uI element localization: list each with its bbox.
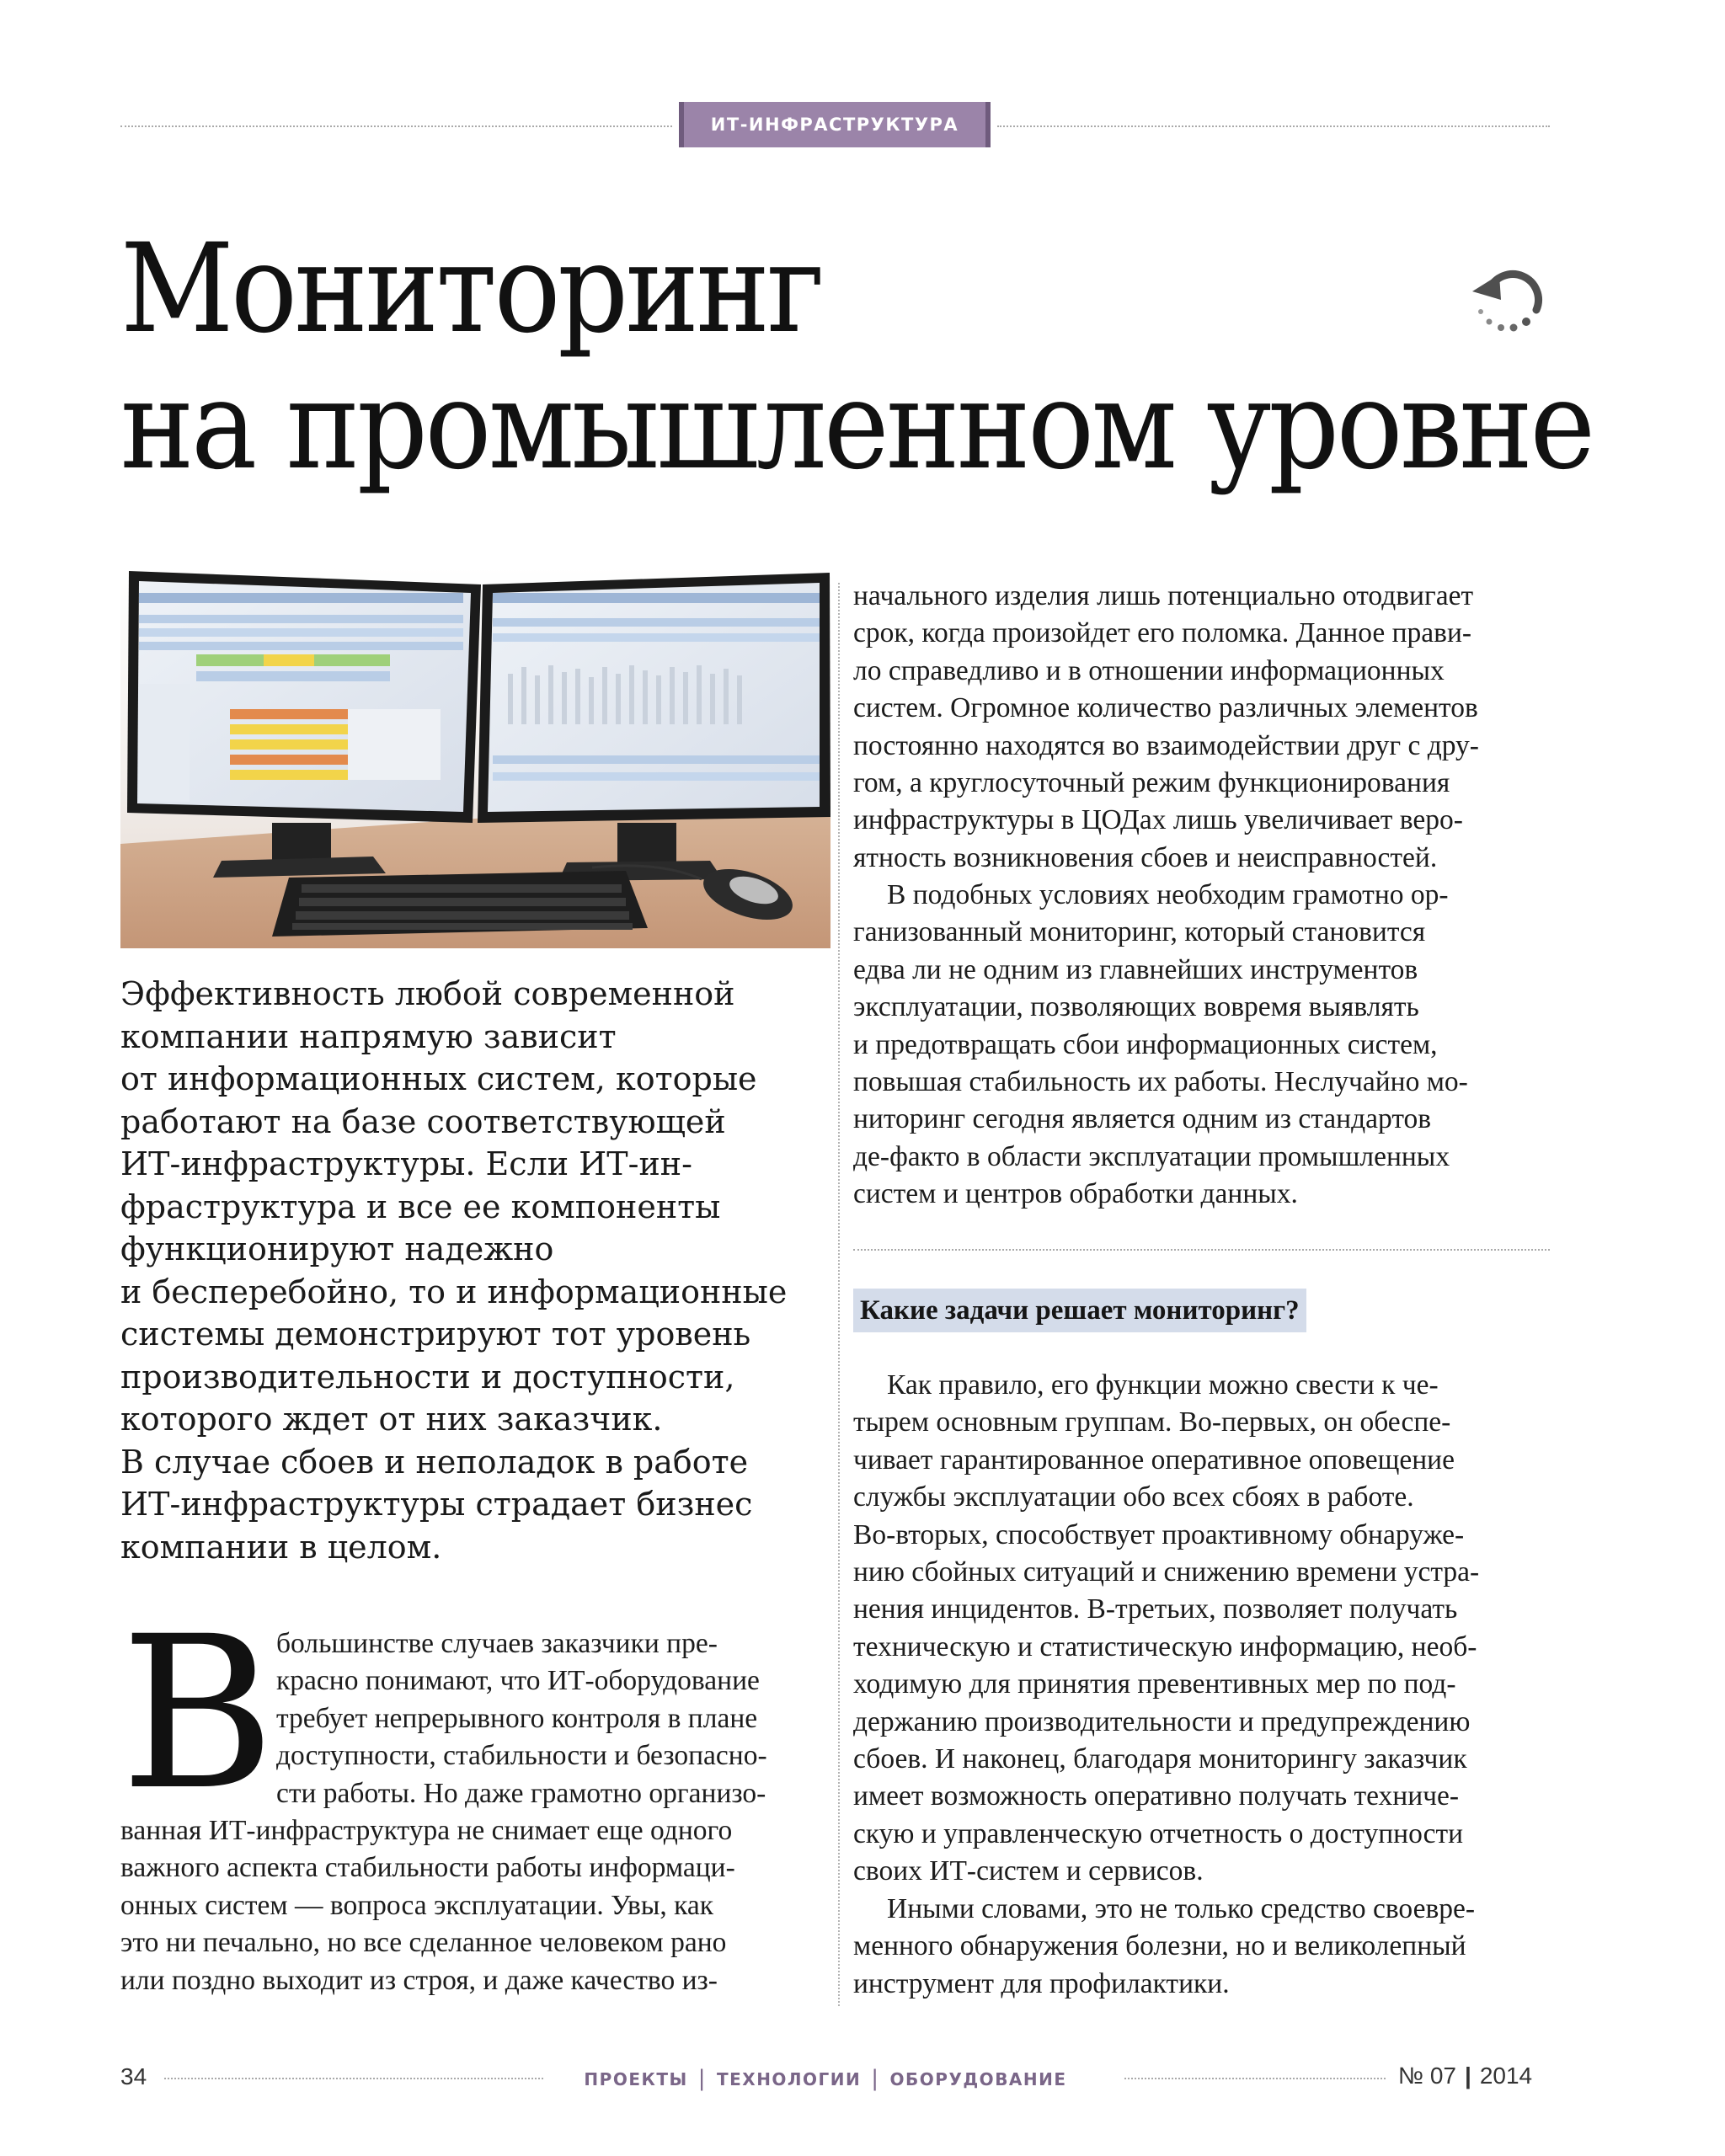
footer-nav-item: ОБОРУДОВАНИЕ [889, 2069, 1067, 2089]
article-photo [120, 566, 830, 948]
body-line: ванная ИТ-инфраструктура не снимает еще одного [120, 1815, 733, 1846]
body-line: большинстве случаев заказчики пре- [276, 1628, 718, 1659]
body-line: тырем основным группам. Во-первых, он обеспе- [853, 1406, 1451, 1438]
lead-line: и бесперебойно, то и информационные [120, 1273, 788, 1310]
body-line: ятность возникновения сбоев и неисправностей. [853, 841, 1438, 873]
body-line: своих ИТ-систем и сервисов. [853, 1855, 1204, 1887]
body-line: скую и управленческую отчетность о доступности [853, 1817, 1464, 1849]
issue-info [1398, 2063, 1532, 2089]
lead-line: работают на базе соответствующей [120, 1102, 726, 1140]
lead-line: фраструктура и все ее компоненты [120, 1187, 721, 1225]
body-line: чивает гарантированное оперативное оповещение [853, 1444, 1455, 1476]
body-line: де-факто в области эксплуатации промышленных [853, 1140, 1450, 1172]
issue-year: 2014 [1479, 2063, 1533, 2089]
body-line: гом, а круглосуточный режим функционирования [853, 767, 1450, 799]
lead-line: Эффективность любой современной [120, 975, 735, 1012]
body-line: едва ли не одним из главнейших инструментов [853, 953, 1418, 985]
body-line: Иными словами, это не только средство своевре- [887, 1893, 1476, 1924]
lead-line: компании напрямую зависит [120, 1017, 617, 1055]
body-line: это ни печально, но все сделанное человеком рано [120, 1927, 727, 1959]
body-column-left-dropcap-lines [276, 1625, 815, 1812]
body-column-right-p1 [853, 578, 1552, 877]
lead-line: системы демонстрируют тот уровень [120, 1315, 751, 1353]
lead-line: В случае сбоев и неполадок в работе [120, 1443, 749, 1481]
body-line: сбоев. И наконец, благодаря мониторингу заказчик [853, 1743, 1467, 1775]
footer-nav-item: ТЕХНОЛОГИИ [716, 2069, 862, 2089]
body-column-right-p3 [853, 1367, 1552, 1891]
header-rule-left [120, 125, 672, 127]
body-line: онных систем — вопроса эксплуатации. Увы, как [120, 1889, 714, 1921]
body-column-right-p4 [853, 1891, 1552, 2003]
body-line: начального изделия лишь потенциально отодвигает [853, 580, 1474, 611]
article-title [120, 217, 1593, 497]
page-number: 34 [120, 2063, 147, 2089]
lead-line: от информационных систем, которые [120, 1060, 757, 1097]
footer-rule-left [164, 2078, 543, 2079]
issue-separator: | [1464, 2063, 1471, 2089]
body-line: Во-вторых, способствует проактивному обнаруже- [853, 1518, 1465, 1550]
body-line: систем. Огромное количество различных элементов [853, 692, 1478, 724]
footer-nav [547, 2063, 1103, 2095]
body-line: ло справедливо и в отношении информационных [853, 654, 1445, 686]
body-line: повышая стабильность их работы. Неслучайно мо- [853, 1066, 1468, 1098]
body-line: службы эксплуатации обо всех сбоях в работе. [853, 1481, 1414, 1513]
drop-cap: В [120, 1591, 275, 1836]
body-line: имеет возможность оперативно получать техниче- [853, 1780, 1460, 1812]
article-title-line: Мониторинг [120, 217, 822, 360]
body-line: В подобных условиях необходим грамотно ор- [887, 879, 1449, 910]
issue-number: № 07 [1398, 2063, 1456, 2089]
footer-nav-separator: | [697, 2066, 707, 2091]
body-line: срок, когда произойдет его поломка. Данное прави- [853, 617, 1472, 649]
column-separator [838, 583, 840, 2006]
lead-paragraph [120, 973, 841, 1568]
body-line: ходимую для принятия превентивных мер по под- [853, 1668, 1456, 1700]
body-line: эксплуатации, позволяющих вовремя выявлять [853, 991, 1419, 1023]
body-line: инструмент для профилактики. [853, 1967, 1230, 1999]
section-rule [853, 1249, 1550, 1251]
section-tag: ИТ-ИНФРАСТРУКТУРА [679, 102, 991, 147]
body-line: и предотвращать сбои информационных систем, [853, 1028, 1438, 1060]
body-line: требует непрерывного контроля в плане [276, 1702, 758, 1734]
body-line: нения инцидентов. В-третьих, позволяет получать [853, 1593, 1458, 1625]
body-column-right-p2 [853, 877, 1552, 1214]
article-title-line: на промышленном уровне [120, 354, 1593, 497]
header-rule-right [997, 125, 1550, 127]
body-line: красно понимают, что ИТ-оборудование [276, 1665, 760, 1697]
section-subheading: Какие задачи решает мониторинг? [853, 1289, 1306, 1332]
body-line: систем и центров обработки данных. [853, 1178, 1298, 1210]
lead-line: производительности и доступности, [120, 1358, 735, 1396]
body-line: нию сбойных ситуаций и снижению времени устра- [853, 1556, 1480, 1588]
footer-nav-separator: | [871, 2066, 880, 2091]
body-line: техническую и статистическую информацию, необ- [853, 1630, 1477, 1662]
lead-line: ИТ-инфраструктуры. Если ИТ-ин- [120, 1145, 692, 1182]
body-line: важного аспекта стабильности работы информаци- [120, 1852, 735, 1884]
body-column-left [120, 1812, 820, 1999]
body-line: инфраструктуры в ЦОДах лишь увеличивает веро- [853, 804, 1463, 836]
body-line: ниторинг сегодня является одним из стандартов [853, 1103, 1432, 1135]
lead-line: компании в целом. [120, 1528, 442, 1566]
lead-line: которого ждет от них заказчик. [120, 1401, 663, 1438]
body-line: или поздно выходит из строя, и даже качество из- [120, 1964, 718, 1996]
body-line: держанию производительности и предупреждению [853, 1705, 1471, 1737]
body-line: доступности, стабильности и безопасно- [276, 1740, 767, 1772]
body-line: ганизованный мониторинг, который становится [853, 916, 1426, 948]
body-line: менного обнаружения болезни, но и великолепный [853, 1930, 1466, 1962]
loop-arrow-icon [1469, 258, 1550, 339]
lead-line: функционируют надежно [120, 1230, 554, 1267]
lead-line: ИТ-инфраструктуры страдает бизнес [120, 1486, 753, 1523]
body-line: сти работы. Но даже грамотно организо- [276, 1777, 766, 1809]
footer-nav-item: ПРОЕКТЫ [584, 2069, 688, 2089]
footer-rule-right [1124, 2078, 1386, 2079]
body-line: Как правило, его функции можно свести к че- [887, 1369, 1439, 1401]
body-line: постоянно находятся во взаимодействии друг с дру- [853, 729, 1479, 761]
